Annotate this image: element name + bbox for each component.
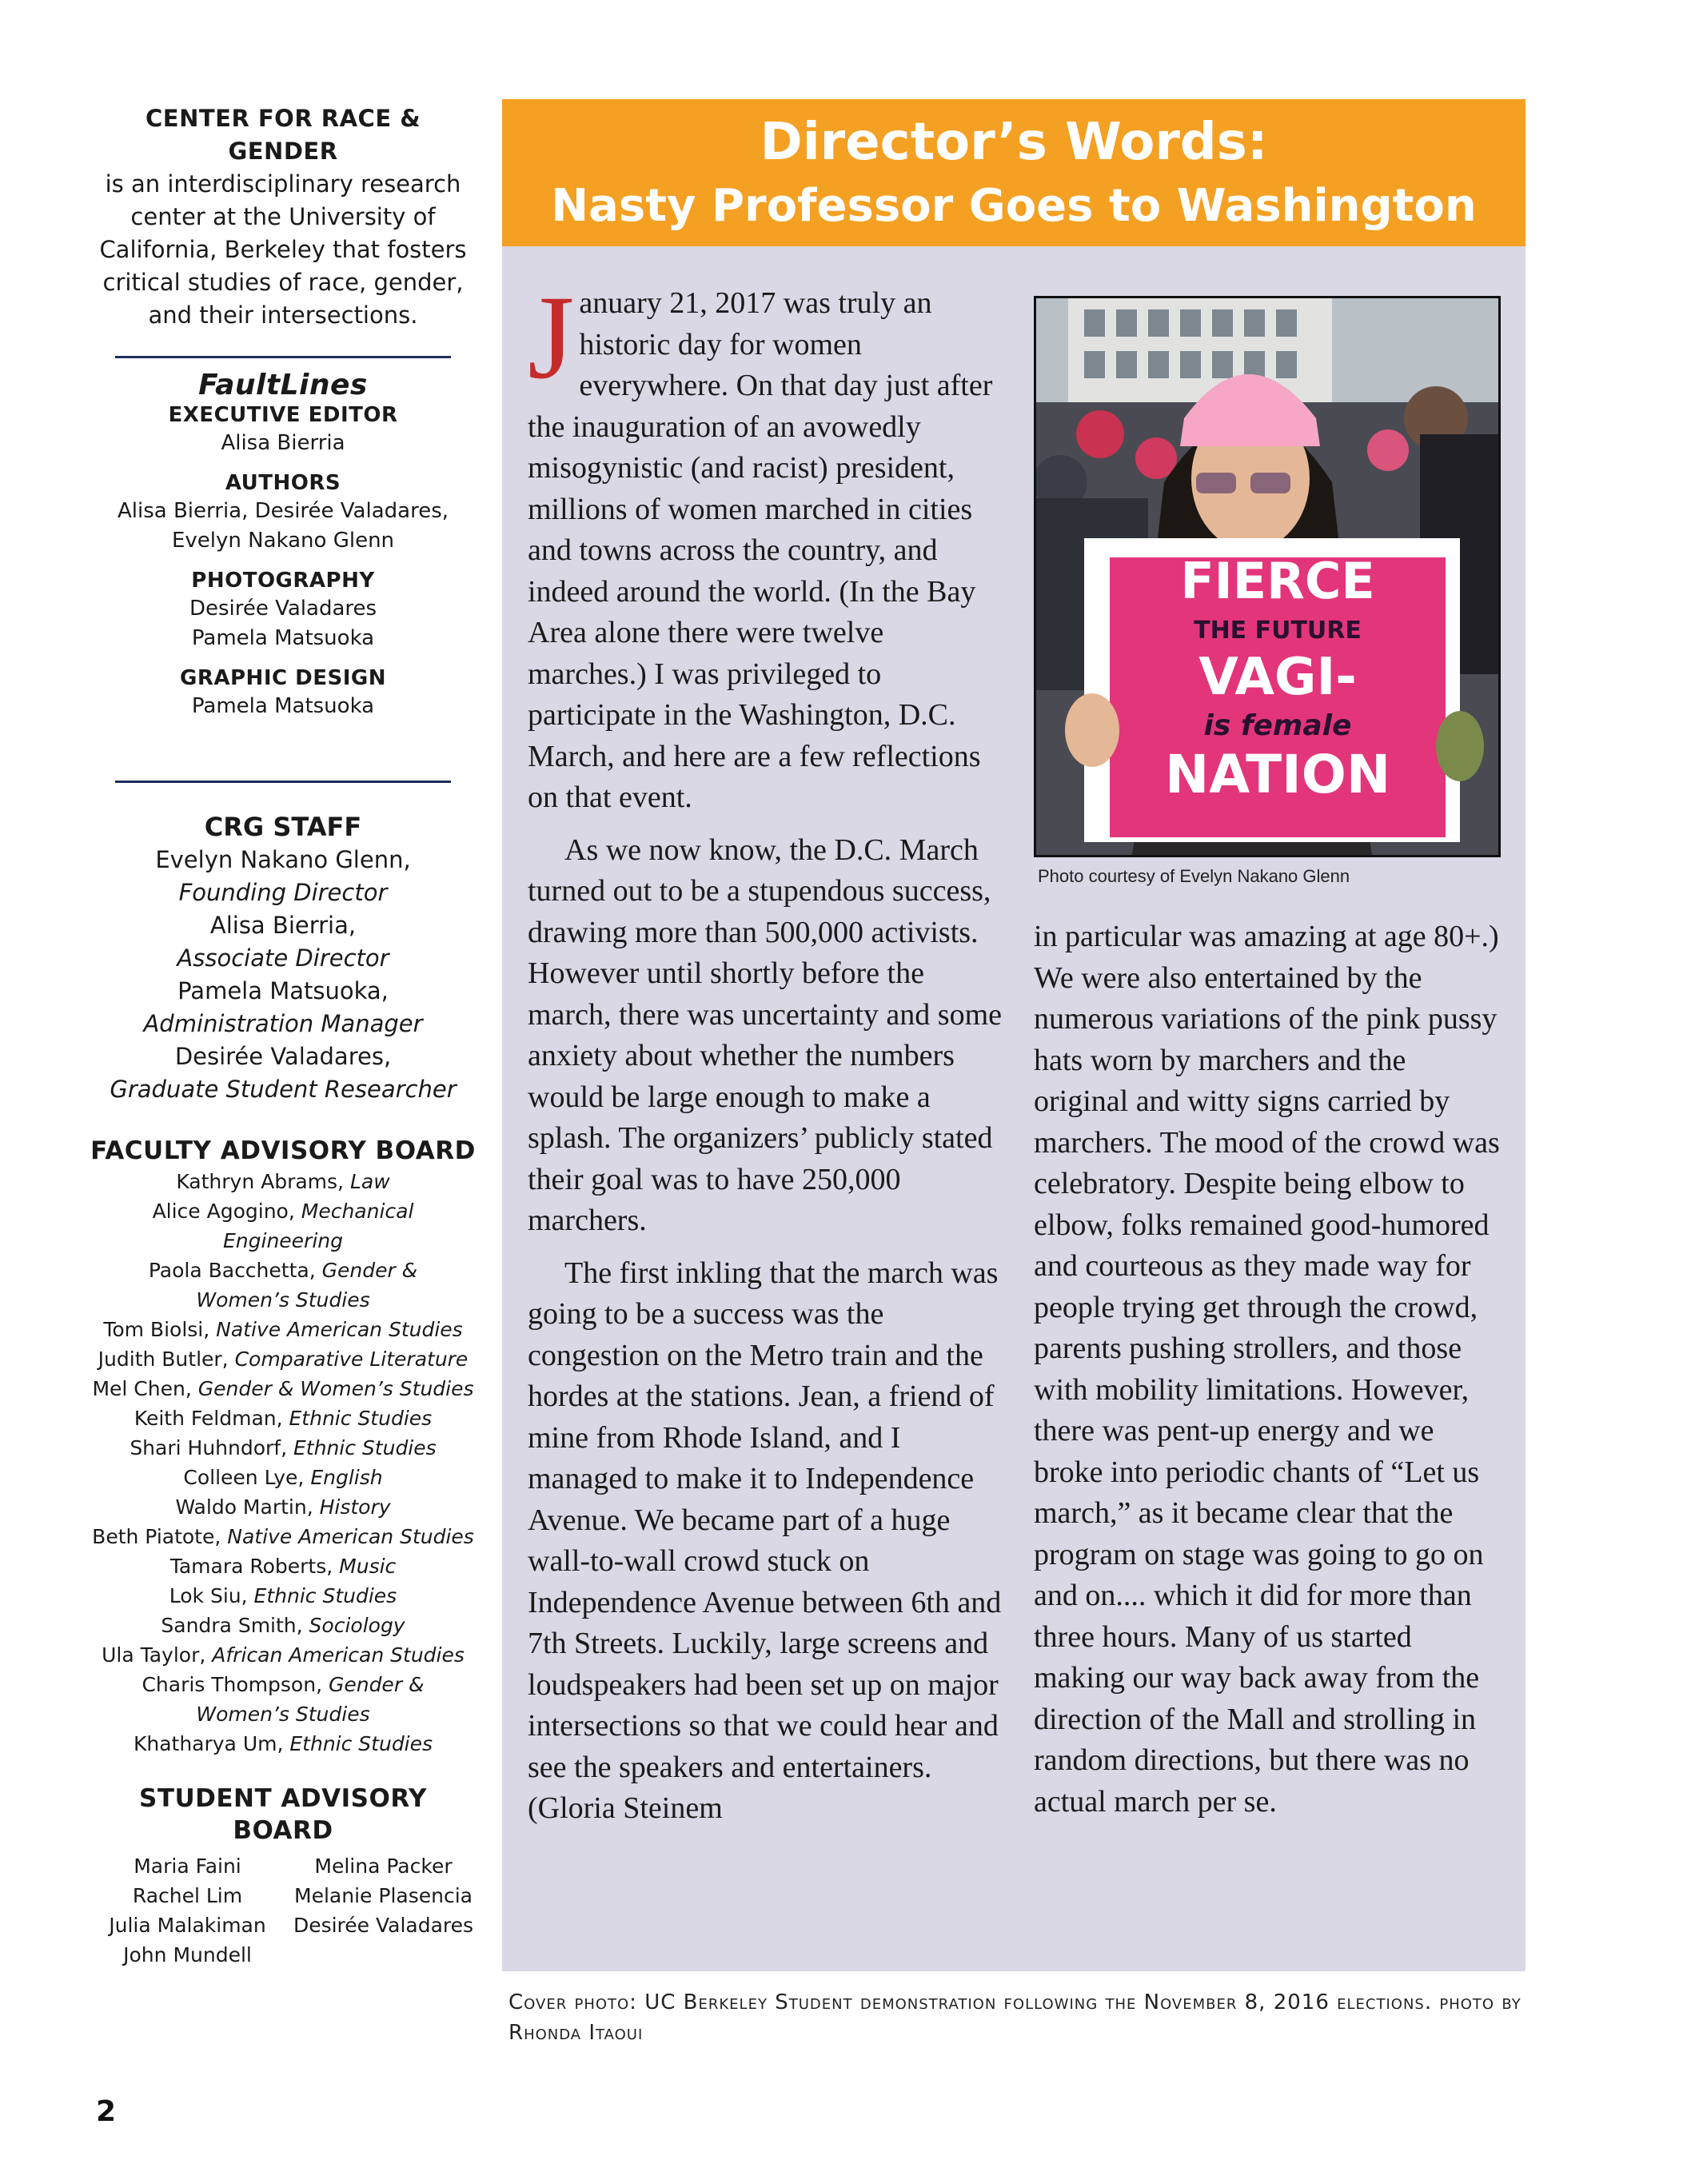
faculty-department: History bbox=[319, 1495, 391, 1519]
credit-name: Pamela Matsuoka bbox=[191, 694, 375, 718]
faculty-member bbox=[90, 1699, 477, 1729]
student-member bbox=[285, 1940, 481, 1970]
credit-name: Evelyn Nakano Glenn bbox=[171, 529, 395, 553]
faculty-department: Gender & bbox=[328, 1673, 425, 1696]
faculty-name: Waldo Martin, bbox=[175, 1495, 313, 1519]
staff-name: Desirée Valadares, bbox=[174, 1043, 392, 1070]
faculty-member bbox=[90, 1344, 477, 1374]
paragraph-text: anuary 21, 2017 was truly an historic day for women everywhere. On that day just after the inauguration of an avowedly misogynistic (and racist) president, millions of women marched in cities and towns across the country, and indeed around the world. (In the Bay Area alone there were twelve marches.) I was privileged to participate in the Washington, D.C. March, and here are a few reflections on that event. bbox=[528, 286, 993, 814]
student-member: John Mundell bbox=[123, 1943, 252, 1966]
banner-subtitle: Nasty Professor Goes to Washington bbox=[551, 180, 1477, 232]
faculty-department: Women’s Studies bbox=[196, 1703, 370, 1726]
credit-name: Pamela Matsuoka bbox=[191, 626, 375, 650]
student-member: Melanie Plasencia bbox=[294, 1884, 473, 1907]
faculty-department: Native American Studies bbox=[216, 1318, 463, 1341]
faculty-department: Gender & Women’s Studies bbox=[197, 1377, 474, 1400]
staff-list bbox=[90, 844, 477, 1106]
faculty-member bbox=[90, 1315, 477, 1344]
credit-name: Alisa Bierria bbox=[221, 431, 345, 455]
faculty-list bbox=[90, 1167, 477, 1759]
sign-text: is female bbox=[1203, 709, 1352, 742]
faculty-member bbox=[90, 1403, 477, 1433]
staff-name: Evelyn Nakano Glenn, bbox=[155, 846, 411, 873]
photo-caption: Photo courtesy of Evelyn Nakano Glenn bbox=[1038, 866, 1350, 886]
faculty-member bbox=[90, 1167, 477, 1196]
banner-title: Director’s Words: bbox=[760, 113, 1268, 172]
faculty-name: Sandra Smith, bbox=[161, 1614, 303, 1637]
faculty-member bbox=[90, 1374, 477, 1403]
faculty-member bbox=[90, 1285, 477, 1315]
credit-name: Desirée Valadares bbox=[189, 597, 377, 621]
divider bbox=[115, 781, 451, 783]
faculty-name: Alice Agogino, bbox=[152, 1200, 295, 1223]
faculty-member bbox=[90, 1492, 477, 1522]
faculty-department: Ethnic Studies bbox=[293, 1436, 437, 1459]
staff-role: Graduate Student Researcher bbox=[110, 1076, 457, 1103]
march-photo bbox=[1034, 296, 1501, 857]
faculty-name: Ula Taylor, bbox=[102, 1643, 206, 1667]
sign-text: FIERCE bbox=[1180, 552, 1375, 610]
faculty-board-title: FACULTY ADVISORY BOARD bbox=[90, 1136, 476, 1165]
faculty-name: Tamara Roberts, bbox=[169, 1555, 333, 1578]
faculty-member bbox=[90, 1463, 477, 1492]
divider bbox=[115, 356, 451, 358]
masthead-sidebar bbox=[90, 102, 477, 1970]
staff-role: Founding Director bbox=[178, 879, 388, 906]
faculty-name: Judith Butler, bbox=[98, 1348, 229, 1371]
faculty-member bbox=[90, 1640, 477, 1670]
faculty-member bbox=[90, 1729, 477, 1759]
student-board-title: STUDENT ADVISORY BOARD bbox=[139, 1784, 427, 1845]
article-column-right bbox=[1034, 916, 1506, 1823]
article-paragraph: in particular was amazing at age 80+.) We were also entertained by the numerous variations of the pink pussy hats worn by marchers and the original and witty signs carried by marchers. The mood of the crowd was celebratory. Despite being elbow to elbow, folks remained good-humored and courteous as they made way for people trying get through the crowd, parents pushing strollers, and those with mobility limitations. However, there was pent-up energy and we broke into periodic chants of “Let us march,” as it became clear that the program on stage was going to go on and on.... which it did for more than three hours. Many of us started making our way back away from the direction of the Mall and strolling in random directions, but there was no actual march per se. bbox=[1034, 920, 1500, 1819]
faculty-member bbox=[90, 1522, 477, 1551]
student-member: Julia Malakiman bbox=[109, 1914, 266, 1937]
faculty-department: English bbox=[310, 1466, 383, 1489]
faculty-department: Gender & bbox=[321, 1259, 418, 1282]
credit-heading: EXECUTIVE EDITOR bbox=[168, 403, 398, 427]
faculty-name: Khatharya Um, bbox=[133, 1732, 284, 1755]
faculty-name: Beth Piatote, bbox=[92, 1525, 221, 1548]
credit-heading: GRAPHIC DESIGN bbox=[180, 666, 386, 690]
faculty-department: Comparative Literature bbox=[234, 1348, 469, 1371]
faculty-name: Tom Biolsi, bbox=[103, 1318, 210, 1341]
publication-name: FaultLines bbox=[198, 369, 368, 401]
sign-text: THE FUTURE bbox=[1194, 617, 1362, 645]
staff-name: Alisa Bierria, bbox=[209, 912, 357, 939]
page-number: 2 bbox=[96, 2095, 117, 2128]
faculty-department: Music bbox=[339, 1555, 397, 1578]
article-body bbox=[502, 246, 1525, 1971]
faculty-department: Native American Studies bbox=[227, 1525, 474, 1548]
faculty-name: Mel Chen, bbox=[92, 1377, 192, 1400]
student-member: Melina Packer bbox=[314, 1855, 453, 1878]
credit-heading: AUTHORS bbox=[225, 471, 341, 495]
staff-role: Associate Director bbox=[177, 944, 389, 972]
faculty-member bbox=[90, 1581, 477, 1611]
faculty-department: Mechanical Engineering bbox=[223, 1200, 414, 1252]
drop-cap: J bbox=[528, 271, 575, 404]
faculty-member bbox=[90, 1256, 477, 1285]
faculty-member bbox=[90, 1611, 477, 1640]
student-list bbox=[90, 1851, 481, 1970]
article-banner bbox=[502, 99, 1525, 246]
article-paragraph bbox=[528, 271, 1007, 819]
staff-name: Pamela Matsuoka, bbox=[177, 977, 389, 1004]
center-description: is an interdisciplinary research center at the University of California, Berkeley that fosters critical studies of race, gender, and their intersections. bbox=[99, 170, 467, 329]
faculty-name: Keith Feldman, bbox=[134, 1407, 283, 1430]
faculty-department: Ethnic Studies bbox=[289, 1732, 433, 1755]
credit-name: Alisa Bierria, Desirée Valadares, bbox=[117, 499, 449, 523]
faculty-department: Ethnic Studies bbox=[289, 1407, 433, 1430]
student-member: Rachel Lim bbox=[132, 1884, 243, 1907]
faculty-name: Kathryn Abrams, bbox=[176, 1170, 345, 1193]
faculty-department: Law bbox=[349, 1170, 390, 1193]
article-paragraph: The first inkling that the march was going to be a success was the congestion on the Metro train and the hordes at the stations. Jean, a friend of mine from Rhode Island, and I managed to make it to Independence Avenue. We became part of a huge wall-to-wall crowd stuck on Independence Avenue between 6th and 7th Streets. Luckily, large screens and loudspeakers had been set up on major intersections so that we could hear and see the speakers and entertainers. (Gloria Steinem bbox=[528, 1256, 1002, 1825]
faculty-name: Colleen Lye, bbox=[183, 1466, 305, 1489]
credits-block bbox=[90, 401, 477, 721]
student-member: Desirée Valadares bbox=[293, 1914, 474, 1937]
article-paragraph: As we now know, the D.C. March turned out to be a stupendous success, drawing more than 500,000 activists. However until shortly before the march, there was uncertainty and some anxiety about whether the numbers would be large enough to make a splash. The organizers’ publicly stated their goal was to have 250,000 marchers. bbox=[528, 832, 1002, 1237]
faculty-department: Women’s Studies bbox=[196, 1288, 370, 1312]
staff-title: CRG STAFF bbox=[204, 812, 362, 842]
faculty-name: Shari Huhndorf, bbox=[130, 1436, 288, 1459]
faculty-department: African American Studies bbox=[212, 1643, 465, 1667]
faculty-member bbox=[90, 1670, 477, 1699]
student-member: Maria Faini bbox=[134, 1855, 241, 1878]
cover-photo-credit: Cover photo: UC Berkeley Student demonstration following the November 8, 2016 elections. photo by Rhonda Itaoui bbox=[508, 1990, 1521, 2045]
faculty-name: Charis Thompson, bbox=[142, 1673, 323, 1696]
faculty-member bbox=[90, 1196, 477, 1256]
faculty-member bbox=[90, 1433, 477, 1463]
staff-role: Administration Manager bbox=[143, 1010, 423, 1037]
sign-text: NATION bbox=[1164, 744, 1391, 805]
faculty-name: Paola Bacchetta, bbox=[148, 1259, 316, 1282]
march-photo-illustration bbox=[1036, 298, 1498, 855]
faculty-department: Ethnic Studies bbox=[253, 1584, 397, 1607]
sign-text: VAGI- bbox=[1198, 648, 1357, 707]
faculty-member bbox=[90, 1551, 477, 1581]
center-title: CENTER FOR RACE & GENDER bbox=[145, 105, 421, 165]
article-column-left bbox=[528, 271, 1007, 1830]
faculty-department: Sociology bbox=[309, 1614, 405, 1637]
credit-heading: PHOTOGRAPHY bbox=[191, 569, 375, 593]
faculty-name: Lok Siu, bbox=[169, 1584, 248, 1607]
